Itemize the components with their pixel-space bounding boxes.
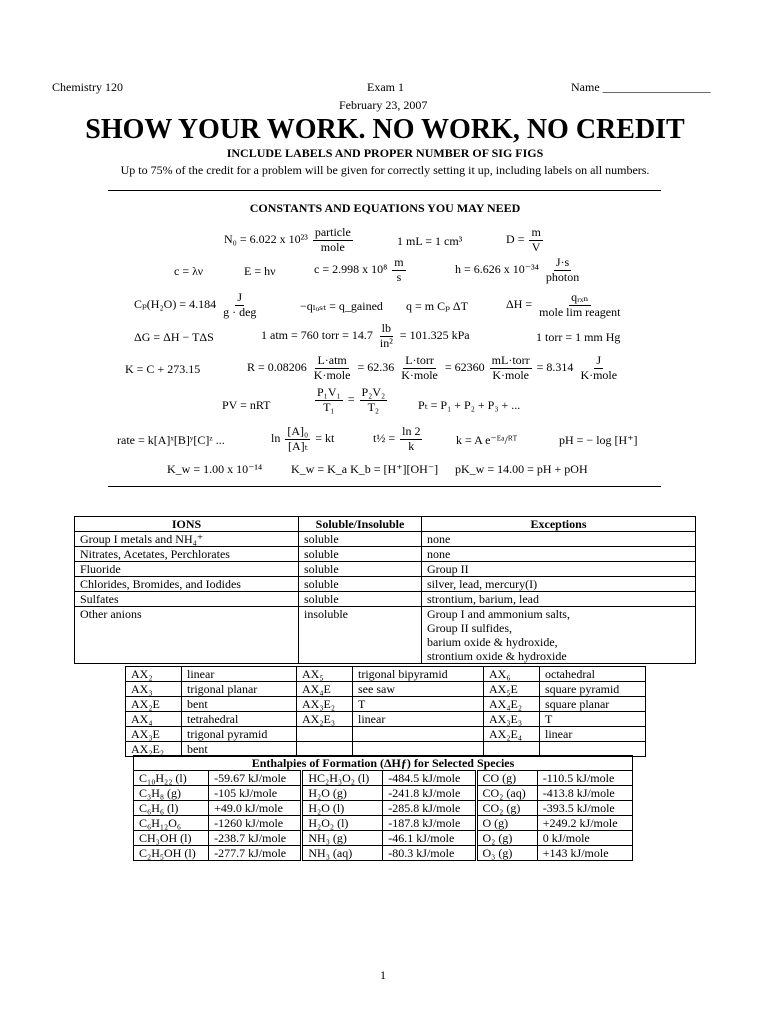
table-cell: linear — [182, 667, 297, 682]
table-cell: soluble — [299, 562, 422, 577]
pkw-eq: pK_w = 14.00 = pH + pOH — [455, 462, 588, 476]
avogadro-eq: N₀ = 6.022 x 10²³ $\frac{\text{particle}}{\text{mole}}$ — [224, 225, 351, 254]
top-rule — [108, 190, 661, 191]
table-cell: -413.8 kJ/mole — [537, 786, 632, 801]
table-cell: soluble — [299, 532, 422, 547]
vsepr-table — [125, 666, 646, 757]
table-cell: AX₄E — [297, 682, 353, 697]
table-cell: AX₂E₄ — [484, 727, 540, 742]
dalton-eq: Pₜ = P₁ + P₂ + P₃ + ... — [418, 398, 521, 412]
table-cell: AX₃E₂ — [297, 697, 353, 712]
table-cell: bent — [182, 742, 297, 757]
table-cell: H₂O₂ (l) — [302, 816, 383, 831]
table-cell: -484.5 kJ/mole — [383, 771, 476, 786]
table-cell: C₁₀H₂₂ (l) — [134, 771, 209, 786]
ions-table — [74, 516, 696, 664]
ph-eq: pH = − log [H⁺] — [559, 433, 638, 447]
table-row — [75, 592, 696, 607]
table-row — [134, 786, 633, 801]
table-cell: trigonal bipyramid — [353, 667, 484, 682]
rate-law-eq: rate = k[A]ˣ[B]ʸ[C]ᶻ ... — [117, 433, 225, 447]
table-cell: H₂O (g) — [302, 786, 383, 801]
table-row — [134, 846, 633, 861]
table-cell: AX₃E₃ — [484, 712, 540, 727]
course-label: Chemistry 120 — [52, 80, 123, 94]
table-cell: -285.8 kJ/mole — [383, 801, 476, 816]
table-cell: insoluble — [299, 607, 422, 664]
arrhenius-eq: k = A e⁻ᴱᵃ/ᴿᵀ — [456, 433, 518, 447]
page-title: SHOW YOUR WORK. NO WORK, NO CREDIT — [85, 114, 685, 145]
kelvin-eq: K = C + 273.15 — [125, 362, 201, 376]
table-cell: -238.7 kJ/mole — [209, 831, 302, 846]
name-field-label: Name __________________ — [571, 80, 711, 94]
table-cell: C₃H₈ (g) — [134, 786, 209, 801]
table-cell: -187.8 kJ/mole — [383, 816, 476, 831]
table-row — [126, 682, 646, 697]
table-cell: -241.8 kJ/mole — [383, 786, 476, 801]
h-value-eq: h = 6.626 x 10⁻³⁴ $\frac{J\cdot s}{\text{photon}}$ — [455, 255, 580, 284]
table-cell: 0 kJ/mole — [537, 831, 632, 846]
exam-label: Exam 1 — [367, 80, 404, 94]
c-value-eq: c = 2.998 x 10⁸ $\frac{m}{s}$ — [314, 255, 404, 284]
table-cell: HC₂H₃O₂ (l) — [302, 771, 383, 786]
table-cell: see saw — [353, 682, 484, 697]
table-cell: O (g) — [476, 816, 537, 831]
table-cell: soluble — [299, 547, 422, 562]
torr-eq: 1 torr = 1 mm Hg — [536, 330, 621, 344]
table-cell: +143 kJ/mole — [537, 846, 632, 861]
table-cell: CH₃OH (l) — [134, 831, 209, 846]
table-cell: -80.3 kJ/mole — [383, 846, 476, 861]
table-cell: AX₃ — [126, 682, 182, 697]
table-cell: AX₂E₂ — [126, 742, 182, 757]
kw-ka-kb-eq: K_w = K_a K_b = [H⁺][OH⁻] — [291, 462, 439, 476]
table-cell: none — [422, 547, 696, 562]
constants-heading: CONSTANTS AND EQUATIONS YOU MAY NEED — [249, 201, 521, 215]
table-row — [134, 801, 633, 816]
table-row — [134, 816, 633, 831]
table-row — [126, 697, 646, 712]
e-hv-eq: E = hν — [244, 264, 276, 278]
table-cell: CO (g) — [476, 771, 537, 786]
exam-date: February 23, 2007 — [339, 98, 428, 112]
table-cell: -110.5 kJ/mole — [537, 771, 632, 786]
table-cell: soluble — [299, 577, 422, 592]
table-cell: Group II — [422, 562, 696, 577]
table-cell: H₂O (l) — [302, 801, 383, 816]
q-lost-eq: −qₗₒₛₜ = q_gained — [300, 299, 383, 313]
ml-eq: 1 mL = 1 cm³ — [397, 234, 463, 248]
table-cell: Other anions — [75, 607, 299, 664]
table-cell: -59.67 kJ/mole — [209, 771, 302, 786]
table-cell: Group I and ammonium salts, Group II sulfides, barium oxide & hydroxide, strontium oxide & hydroxide — [422, 607, 696, 664]
table-cell: Chlorides, Bromides, and Iodides — [75, 577, 299, 592]
gibbs-eq: ΔG = ΔH − TΔS — [134, 330, 214, 344]
bottom-rule — [108, 486, 661, 487]
enthalpy-table — [133, 755, 633, 861]
table-row — [126, 727, 646, 742]
table-cell: strontium, barium, lead — [422, 592, 696, 607]
column-header: Exceptions — [422, 517, 696, 532]
cp-water-eq: Cₚ(H₂O) = 4.184 $\frac{J}{\text{g · deg}}$ — [134, 290, 257, 319]
c-lambda-eq: c = λν — [174, 264, 204, 278]
table-cell: C₆H₁₂O₆ — [134, 816, 209, 831]
table-cell: T — [353, 697, 484, 712]
table-cell: CO₂ (aq) — [476, 786, 537, 801]
table-cell: AX₄ — [126, 712, 182, 727]
kw-eq: K_w = 1.00 x 10⁻¹⁴ — [167, 462, 263, 476]
table-cell: -393.5 kJ/mole — [537, 801, 632, 816]
table-cell: NH₃ (aq) — [302, 846, 383, 861]
table-cell: C₂H₅OH (l) — [134, 846, 209, 861]
half-life-eq: t½ = $\frac{\ln 2}{k}$ — [373, 424, 421, 453]
subtitle: INCLUDE LABELS AND PROPER NUMBER OF SIG FIGS — [226, 146, 544, 160]
table-header-row — [75, 517, 696, 532]
page-number: 1 — [380, 968, 386, 982]
table-cell: -277.7 kJ/mole — [209, 846, 302, 861]
table-cell: O₂ (g) — [476, 831, 537, 846]
table-cell: AX₂ — [126, 667, 182, 682]
table-cell: -46.1 kJ/mole — [383, 831, 476, 846]
table-cell: square planar — [540, 697, 646, 712]
table-cell: CO₂ (g) — [476, 801, 537, 816]
table-cell: linear — [540, 727, 646, 742]
table-row — [75, 562, 696, 577]
table-cell: trigonal planar — [182, 682, 297, 697]
density-eq: D = $\frac{m}{V}$ — [506, 225, 541, 254]
table-cell: tetrahedral — [182, 712, 297, 727]
table-cell: AX₃E — [126, 727, 182, 742]
table-header-row — [134, 756, 633, 771]
table-row — [134, 831, 633, 846]
ideal-gas-eq: PV = nRT — [222, 398, 271, 412]
table-cell: -105 kJ/mole — [209, 786, 302, 801]
credit-note: Up to 75% of the credit for a problem will be given for correctly setting it up, including labels on all numbers. — [120, 163, 650, 177]
table-cell: silver, lead, mercury(I) — [422, 577, 696, 592]
atm-eq: 1 atm = 760 torr = 14.7 $\frac{lb}{\text{in²}}$ = 101.325 kPa — [261, 321, 470, 350]
table-cell: AX₅ — [297, 667, 353, 682]
table-row — [75, 607, 696, 664]
table-cell: Group I metals and NH₄⁺ — [75, 532, 299, 547]
table-row — [75, 547, 696, 562]
table-cell: NH₃ (g) — [302, 831, 383, 846]
table-cell: Sulfates — [75, 592, 299, 607]
table-cell: +49.0 kJ/mole — [209, 801, 302, 816]
first-order-eq: ln $\frac{\text{[A]₀}}{\text{[A]ₜ}}$ = kt — [271, 424, 335, 453]
table-cell: linear — [353, 712, 484, 727]
table-cell: O₃ (g) — [476, 846, 537, 861]
table-cell: +249.2 kJ/mole — [537, 816, 632, 831]
table-row — [75, 532, 696, 547]
table-cell: -1260 kJ/mole — [209, 816, 302, 831]
enthalpy-table-title: Enthalpies of Formation (ΔHƒ) for Selected Species — [134, 756, 633, 771]
table-cell: AX₂E — [126, 697, 182, 712]
table-row — [126, 667, 646, 682]
table-row — [126, 712, 646, 727]
table-cell: bent — [182, 697, 297, 712]
gas-constant-eq: R = 0.08206 $\frac{\text{L·atm}}{\text{K·mole}}$ = 62.36 $\frac{\text{L·torr}}{\text{K·mole}}$ = 62360 $\frac{\text{mL·torr}}{\text{K·mole}}$ = 8.314 $\frac{J}{\text{K·mole}}$ — [247, 353, 618, 382]
table-cell: AX₅E — [484, 682, 540, 697]
table-cell: C₆H₆ (l) — [134, 801, 209, 816]
table-cell: AX₆ — [484, 667, 540, 682]
table-cell: none — [422, 532, 696, 547]
table-cell: AX₄E₂ — [484, 697, 540, 712]
dh-eq: ΔH = $\frac{\text{qᵣₓₙ}}{\text{mole lim reagent}}$ — [506, 290, 621, 319]
table-cell — [297, 727, 353, 742]
table-cell: soluble — [299, 592, 422, 607]
q-mcdt-eq: q = m Cₚ ΔT — [406, 299, 468, 313]
combined-gas-eq: $\frac{\text{P₁V₁}}{\text{T₁}}$ = $\frac{\text{P₂V₂}}{\text{T₂}}$ — [317, 385, 386, 414]
table-row — [75, 577, 696, 592]
table-cell: T — [540, 712, 646, 727]
table-cell: AX₂E₃ — [297, 712, 353, 727]
table-cell: trigonal pyramid — [182, 727, 297, 742]
table-cell: square pyramid — [540, 682, 646, 697]
column-header: Soluble/Insoluble — [299, 517, 422, 532]
table-cell: Fluoride — [75, 562, 299, 577]
table-row — [134, 771, 633, 786]
column-header: IONS — [75, 517, 299, 532]
table-cell — [353, 727, 484, 742]
table-cell: Nitrates, Acetates, Perchlorates — [75, 547, 299, 562]
table-cell: octahedral — [540, 667, 646, 682]
